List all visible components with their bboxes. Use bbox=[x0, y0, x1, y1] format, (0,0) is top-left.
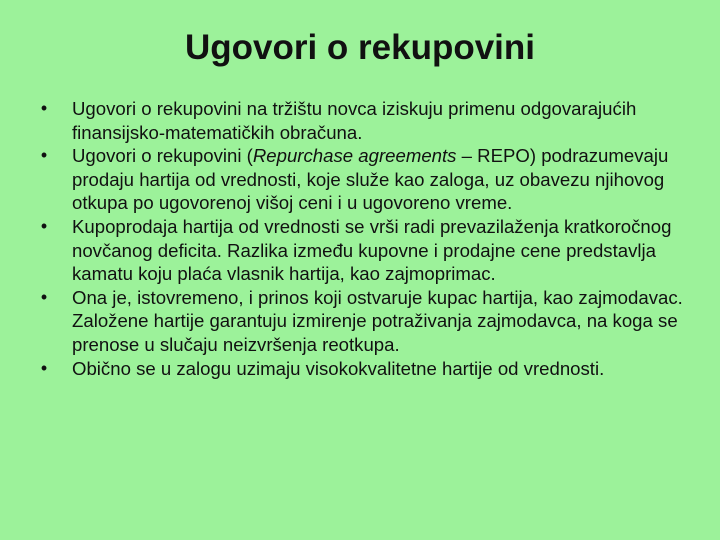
bullet-text: Ugovori o rekupovini na tržištu novca iziskuju primenu odgovarajućih finansijsko-matematičkih obračuna. bbox=[72, 98, 637, 143]
bullet-item bbox=[34, 357, 684, 381]
bullet-dot-icon: • bbox=[40, 357, 48, 378]
bullet-item bbox=[34, 97, 684, 144]
bullet-emphasis: Repurchase agreements bbox=[252, 145, 457, 167]
bullet-item bbox=[34, 144, 684, 215]
bullet-text: Ugovori o rekupovini (Repurchase agreements – REPO) podrazumevaju prodaju hartija od vrednosti, koje služe kao zaloga, uz obavezu njihovog otkupa po ugovorenoj višoj ceni i u ugovoreno vreme. bbox=[72, 145, 669, 214]
bullet-text: Kupoprodaja hartija od vrednosti se vrši radi prevazilaženja kratkoročnog novčanog deficita. Razlika između kupovne i prodajne cene predstavlja kamatu koju plaća vlasnik hartija, kao zajmoprimac. bbox=[72, 215, 672, 285]
bullet-item bbox=[34, 215, 684, 286]
bullet-item bbox=[34, 286, 684, 357]
bullet-dot-icon: • bbox=[40, 215, 48, 236]
bullet-dot-icon: • bbox=[40, 145, 48, 166]
slide-title: Ugovori o rekupovini bbox=[184, 28, 536, 67]
bullet-list bbox=[34, 97, 684, 380]
bullet-text: Obično se u zalogu uzimaju visokokvalitetne hartije od vrednosti. bbox=[72, 357, 605, 379]
bullet-dot-icon: • bbox=[40, 98, 48, 118]
bullet-dot-icon: • bbox=[40, 286, 48, 307]
bullet-text: Ona je, istovremeno, i prinos koji ostvaruje kupac hartija, kao zajmodavac. Založene hartije garantuju izmirenje potraživanja zajmodavca, na koga se prenose u slučaju neizvršenja reotkupa. bbox=[72, 286, 683, 355]
